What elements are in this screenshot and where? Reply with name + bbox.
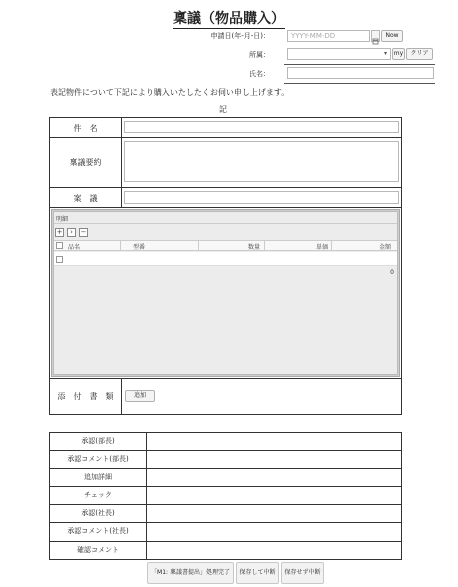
summary-textarea[interactable]: [124, 141, 399, 182]
insert-row-icon[interactable]: ›: [67, 228, 76, 237]
add-attachment-button[interactable]: 追加: [125, 390, 155, 402]
now-button[interactable]: Now: [381, 30, 403, 42]
apply-date-label: 申請日(年-月-日)：: [210, 32, 270, 40]
divider: [121, 117, 122, 207]
col-amount: 金額: [378, 244, 391, 251]
page-title: 稟議（物品購入）: [173, 11, 285, 27]
divider: [121, 378, 122, 415]
add-row-icon[interactable]: +: [56, 228, 63, 236]
subject-label: 件 名: [73, 124, 98, 133]
save-and-suspend-button[interactable]: 保存して中断: [236, 562, 279, 584]
approval-label-president-comment: 承認コメント(社長): [67, 527, 129, 535]
approval-label-manager: 承認(部長): [81, 437, 115, 445]
name-label: 氏名：: [249, 70, 270, 78]
divider: [49, 522, 402, 523]
divider: [331, 241, 332, 250]
approval-label-confirm-comment: 確認コメント: [77, 546, 119, 554]
intro-text: 表記物件について下記により購入いたしたくお伺い申し上げます。: [50, 88, 290, 97]
divider: [49, 187, 402, 188]
divider: [284, 83, 435, 84]
total-amount: 0: [390, 269, 394, 276]
clear-button[interactable]: クリア: [406, 48, 433, 60]
my-button[interactable]: my: [392, 48, 405, 60]
suspend-without-save-button[interactable]: 保存せず中断: [281, 562, 324, 584]
table-row[interactable]: [54, 252, 397, 266]
row-checkbox[interactable]: [56, 256, 63, 263]
col-quantity: 数量: [247, 244, 260, 251]
remove-row-icon[interactable]: −: [80, 228, 87, 236]
dept-label: 所属：: [249, 51, 270, 59]
complete-process-button[interactable]: 「M1: 稟議書提出」処理完了: [147, 562, 234, 584]
approval-label-check: チェック: [84, 491, 112, 499]
approval-label-manager-comment: 承認コメント(部長): [67, 455, 129, 463]
divider: [284, 64, 435, 65]
summary-label: 稟議要約: [69, 158, 102, 167]
divider: [49, 378, 402, 379]
divider: [49, 504, 402, 505]
col-item-name: 品名: [68, 244, 81, 251]
details-section-label: 明細: [56, 216, 69, 223]
divider: [49, 468, 402, 469]
proposal-input[interactable]: [124, 191, 399, 204]
subject-input[interactable]: [124, 121, 399, 133]
details-grid: [53, 211, 398, 375]
proposal-label: 案 議: [73, 194, 98, 203]
approval-label-president: 承認(社長): [81, 509, 115, 517]
approval-label-additional: 追加詳細: [84, 473, 112, 481]
divider: [264, 241, 265, 250]
col-model: 型番: [133, 244, 146, 251]
col-unit-price: 単価: [315, 244, 328, 251]
ki-label: 記: [219, 105, 227, 114]
dept-select[interactable]: [287, 48, 391, 60]
divider: [120, 241, 121, 250]
divider: [54, 223, 397, 224]
divider: [198, 241, 199, 250]
divider: [49, 137, 402, 138]
calendar-icon[interactable]: [371, 30, 380, 42]
divider: [49, 486, 402, 487]
name-input[interactable]: [287, 67, 434, 79]
divider: [49, 207, 402, 208]
attachment-label: 添 付 書 類: [57, 392, 114, 401]
divider: [49, 541, 402, 542]
divider: [49, 450, 402, 451]
apply-date-input[interactable]: YYYY-MM-DD: [287, 30, 370, 42]
chevron-down-icon[interactable]: ▾: [383, 50, 387, 57]
select-all-checkbox[interactable]: [56, 242, 63, 249]
